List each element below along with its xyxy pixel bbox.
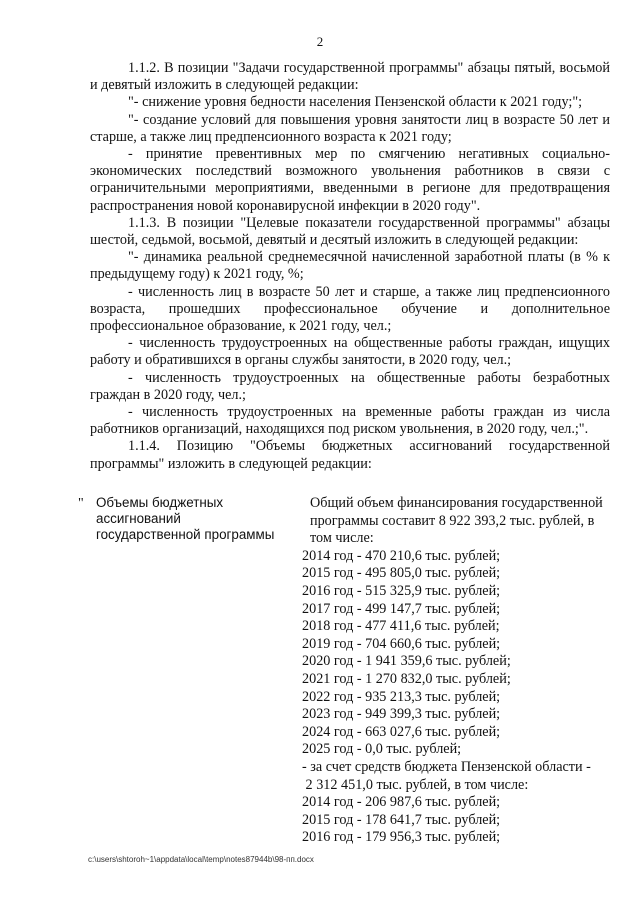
paragraph: 1.1.2. В позиции "Задачи государственной программы" абзацы пятый, восьмой и девятый изложить в следующей редакции: xyxy=(90,60,610,94)
document-body xyxy=(90,60,610,473)
paragraph: - численность трудоустроенных на общественные работы граждан, ищущих работу и обратившихся в органы службы занятости, в 2020 году, чел.; xyxy=(90,335,610,369)
financing-line: 2025 год - 0,0 тыс. рублей; xyxy=(302,741,462,758)
paragraph: - принятие превентивных мер по смягчению негативных социально-экономических последствий возможного увольнения работников в связи с ограничительными мероприятиями, введенными в регионе для предотвращения распространения новой коронавирусной инфекции в 2020 году". xyxy=(90,146,610,214)
financing-line: 2015 год - 178 641,7 тыс. рублей; xyxy=(302,811,501,828)
paragraph: "- создание условий для повышения уровня занятости лиц в возрасте 50 лет и старше, а также лиц предпенсионного возраста к 2021 году; xyxy=(90,111,610,145)
paragraph: - численность трудоустроенных на общественные работы безработных граждан в 2020 году, чел.; xyxy=(90,369,610,403)
paragraph: 1.1.4. Позицию "Объемы бюджетных ассигнований государственной программы" изложить в следующей редакции: xyxy=(90,438,610,472)
financing-line: 2020 год - 1 941 359,6 тыс. рублей; xyxy=(302,653,511,670)
financing-line: - за счет средств бюджета Пензенской области - xyxy=(302,758,591,775)
financing-intro: Общий объем финансирования государственной программы составит 8 922 393,2 тыс. рублей, в том числе: xyxy=(310,495,603,547)
footer-file-path: c:\users\shtoroh~1\appdata\local\temp\notes87944b\98-пп.docx xyxy=(88,855,314,864)
paragraph: "- динамика реальной среднемесячной начисленной заработной платы (в % к предыдущему году) к 2021 году, %; xyxy=(90,249,610,283)
financing-line: 2014 год - 206 987,6 тыс. рублей; xyxy=(302,794,501,811)
table-right-content xyxy=(302,495,614,847)
financing-line: 2014 год - 470 210,6 тыс. рублей; xyxy=(302,547,501,564)
page-number: 2 xyxy=(316,34,324,49)
financing-line: 2 312 451,0 тыс. рублей, в том числе: xyxy=(302,776,529,793)
financing-line: 2015 год - 495 805,0 тыс. рублей; xyxy=(302,565,501,582)
paragraph: "- снижение уровня бедности населения Пензенской области к 2021 году;"; xyxy=(128,94,583,111)
opening-quote: " xyxy=(78,496,84,511)
financing-line: 2017 год - 499 147,7 тыс. рублей; xyxy=(302,600,501,617)
financing-line: 2016 год - 179 956,3 тыс. рублей; xyxy=(302,829,501,846)
financing-line: 2018 год - 477 411,6 тыс. рублей; xyxy=(302,618,500,635)
financing-line: 2021 год - 1 270 832,0 тыс. рублей; xyxy=(302,670,511,687)
paragraph: - численность трудоустроенных на временные работы граждан из числа работников организаций, находящихся под риском увольнения, в 2020 году, чел.;". xyxy=(90,404,610,438)
financing-lines xyxy=(302,548,614,847)
financing-line: 2023 год - 949 399,3 тыс. рублей; xyxy=(302,706,501,723)
paragraph: 1.1.3. В позиции "Целевые показатели государственной программы" абзацы шестой, седьмой, восьмой, девятый и десятый изложить в следующей редакции: xyxy=(90,214,610,249)
financing-line: 2022 год - 935 213,3 тыс. рублей; xyxy=(302,688,501,705)
financing-line: 2024 год - 663 027,6 тыс. рублей; xyxy=(302,723,501,740)
financing-line: 2019 год - 704 660,6 тыс. рублей; xyxy=(302,635,501,652)
table-left-label: Объемы бюджетных ассигнований государственной программы xyxy=(96,495,275,542)
financing-line: 2016 год - 515 325,9 тыс. рублей; xyxy=(302,582,501,599)
paragraph: - численность лиц в возрасте 50 лет и старше, а также лиц предпенсионного возраста, прошедших профессиональное обучение и дополнительное профессиональное образование, к 2021 году, чел.; xyxy=(90,283,610,335)
